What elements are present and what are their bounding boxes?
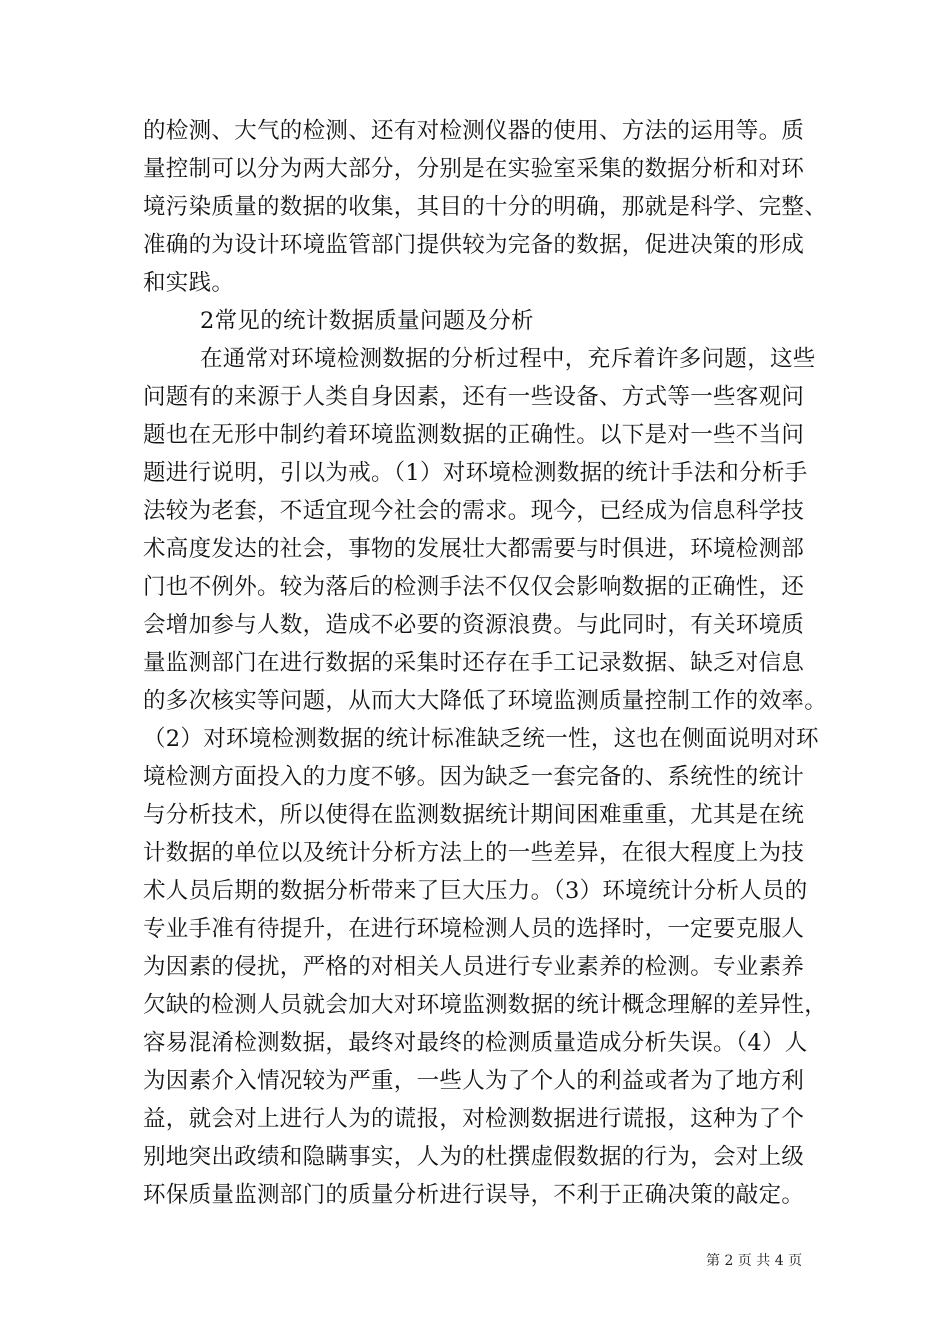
body-text-line: 益，就会对上进行人为的谎报，对检测数据进行谎报，这种为了个 [143,1106,805,1132]
body-text-line: 欠缺的检测人员就会加大对环境监测数据的统计概念理解的差异性， [143,992,828,1018]
body-text-line: 为因素介入情况较为严重，一些人为了个人的利益或者为了地方利 [143,1068,805,1094]
body-text-line: 境污染质量的数据的收集，其目的十分的明确，那就是科学、完整、 [143,194,828,220]
body-text-line: 法较为老套，不适宜现今社会的需求。现今，已经成为信息科学技 [143,498,805,524]
body-text-line: 计数据的单位以及统计分析方法上的一些差异，在很大程度上为技 [143,840,805,866]
body-text-line: 境检测方面投入的力度不够。因为缺乏一套完备的、系统性的统计 [143,764,805,790]
body-text-line: 术高度发达的社会，事物的发展壮大都需要与时俱进，环境检测部 [143,536,805,562]
body-text-line: 量控制可以分为两大部分，分别是在实验室采集的数据分析和对环 [143,156,805,182]
body-text-line: 会增加参与人数，造成不必要的资源浪费。与此同时，有关环境质 [143,612,805,638]
body-text-line: 的检测、大气的检测、还有对检测仪器的使用、方法的运用等。质 [143,118,805,144]
body-text-line: 与分析技术，所以使得在监测数据统计期间困难重重，尤其是在统 [143,802,805,828]
body-text-line: 术人员后期的数据分析带来了巨大压力。（3）环境统计分析人员的 [143,878,808,904]
section-heading: 2常见的统计数据质量问题及分析 [200,308,534,334]
body-text-line: 专业手准有待提升，在进行环境检测人员的选择时，一定要克服人 [143,916,805,942]
body-text-line: 量监测部门在进行数据的采集时还存在手工记录数据、缺乏对信息 [143,650,805,676]
body-text-line: 门也不例外。较为落后的检测手法不仅仅会影响数据的正确性，还 [143,574,805,600]
body-text-line: 的多次核实等问题，从而大大降低了环境监测质量控制工作的效率。 [143,688,828,714]
body-text-line: 在通常对环境检测数据的分析过程中，充斥着许多问题，这些 [200,346,816,372]
body-text-line: 别地突出政绩和隐瞒事实，人为的杜撰虚假数据的行为，会对上级 [143,1144,805,1170]
body-text-line: 题进行说明，引以为戒。（1）对环境检测数据的统计手法和分析手 [143,460,808,486]
body-text-line: 容易混淆检测数据，最终对最终的检测质量造成分析失误。（4）人 [143,1030,808,1056]
body-text-line: 题也在无形中制约着环境监测数据的正确性。以下是对一些不当问 [143,422,805,448]
body-text-line: 和实践。 [143,270,235,296]
body-text-line: 为因素的侵扰，严格的对相关人员进行专业素养的检测。专业素养 [143,954,805,980]
body-text-line: 问题有的来源于人类自身因素，还有一些设备、方式等一些客观问 [143,384,805,410]
page-number: 第 2 页 共 4 页 [706,1253,803,1269]
body-text-line: 环保质量监测部门的质量分析进行误导，不利于正确决策的敲定。 [143,1182,805,1208]
body-text-line: （2）对环境检测数据的统计标准缺乏统一性，这也在侧面说明对环 [143,726,819,752]
body-text-line: 准确的为设计环境监管部门提供较为完备的数据，促进决策的形成 [143,232,805,258]
